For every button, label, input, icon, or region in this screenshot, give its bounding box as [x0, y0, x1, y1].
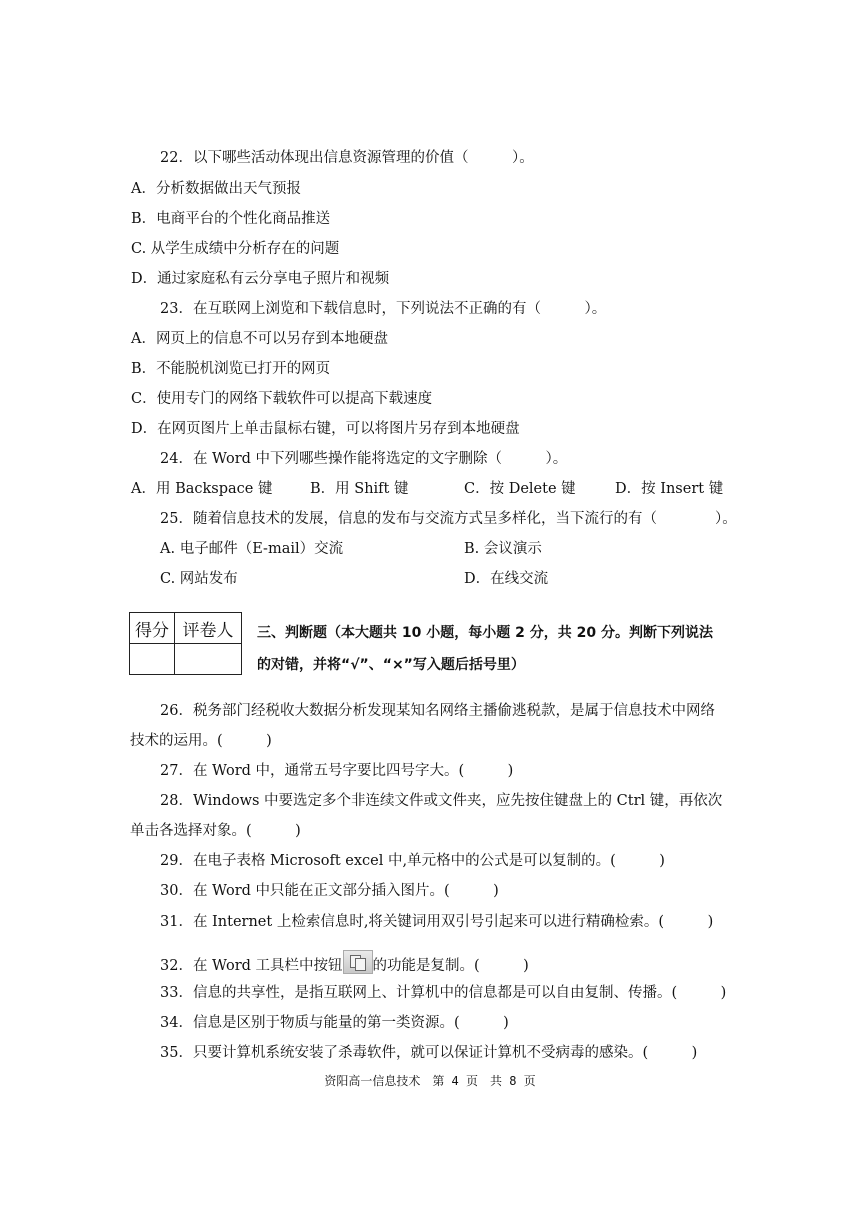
q23-stem: 23．在互联网上浏览和下载信息时，下列说法不正确的有（ ）。	[160, 301, 607, 317]
score-label: 得分	[130, 613, 175, 644]
q31: 31．在 Internet 上检索信息时,将关键词用双引号引起来可以进行精确检索。( )	[160, 914, 714, 930]
score-cell	[130, 644, 175, 675]
score-table	[129, 612, 242, 675]
q34: 34．信息是区别于物质与能量的第一类资源。( )	[160, 1015, 509, 1031]
page-footer: 资阳高一信息技术 第 4 页 共 8 页	[324, 1074, 536, 1088]
q25-stem: 25．随着信息技术的发展，信息的发布与交流方式呈多样化，当下流行的有（ ）。	[160, 511, 737, 527]
copy-icon	[343, 950, 373, 974]
q23-option-c: C．使用专门的网络下载软件可以提高下载速度	[131, 391, 433, 407]
q22-option-d: D．通过家庭私有云分享电子照片和视频	[131, 271, 390, 287]
q30: 30．在 Word 中只能在正文部分插入图片。( )	[160, 883, 499, 899]
reviewer-cell	[175, 644, 242, 675]
q24-option-d: D．按 Insert 键	[615, 481, 724, 497]
reviewer-label: 评卷人	[175, 613, 242, 644]
section-3-heading	[257, 617, 733, 681]
q24-option-b: B．用 Shift 键	[310, 481, 409, 497]
q35: 35．只要计算机系统安装了杀毒软件，就可以保证计算机不受病毒的感染。( )	[160, 1045, 698, 1061]
q26-line1: 26．税务部门经税收大数据分析发现某知名网络主播偷逃税款，是属于信息技术中网络	[160, 703, 715, 719]
q26-line2: 技术的运用。( )	[130, 733, 272, 749]
section-3-heading-line1: 三、判断题（本大题共 10 小题，每小题 2 分，共 20 分。判断下列说法	[257, 625, 713, 641]
q22-option-c: C. 从学生成绩中分析存在的问题	[131, 241, 340, 257]
q32-text-after: 的功能是复制。( )	[372, 958, 529, 974]
q23-option-a: A．网页上的信息不可以另存到本地硬盘	[131, 331, 388, 347]
q24-option-c: C．按 Delete 键	[464, 481, 576, 497]
q32-text-before: 32．在 Word 工具栏中按钮	[160, 958, 343, 974]
section-3-heading-line2: 的对错，并将“√”、“×”写入题后括号里）	[257, 657, 525, 673]
q28-line1: 28．Windows 中要选定多个非连续文件或文件夹，应先按住键盘上的 Ctrl 键，再依次	[160, 793, 723, 809]
q25-option-b: B. 会议演示	[464, 541, 542, 557]
q24-stem: 24．在 Word 中下列哪些操作能将选定的文字删除（ ）。	[160, 451, 568, 467]
q25-option-d: D．在线交流	[464, 571, 549, 587]
q25-option-c: C. 网站发布	[160, 571, 238, 587]
q29: 29．在电子表格 Microsoft excel 中,单元格中的公式是可以复制的。( )	[160, 853, 665, 869]
q24-option-a: A．用 Backspace 键	[131, 481, 273, 497]
q22-option-b: B．电商平台的个性化商品推送	[131, 211, 331, 227]
q23-option-b: B．不能脱机浏览已打开的网页	[131, 361, 331, 377]
q23-option-d: D．在网页图片上单击鼠标右键，可以将图片另存到本地硬盘	[131, 421, 520, 437]
q22-stem: 22．以下哪些活动体现出信息资源管理的价值（ ）。	[160, 150, 534, 166]
q25-option-a: A. 电子邮件（E-mail）交流	[160, 541, 344, 557]
q32	[160, 950, 529, 976]
q33: 33．信息的共享性，是指互联网上、计算机中的信息都是可以自由复制、传播。( )	[160, 985, 727, 1001]
q22-option-a: A．分析数据做出天气预报	[131, 181, 301, 197]
q28-line2: 单击各选择对象。( )	[130, 823, 301, 839]
q27: 27．在 Word 中，通常五号字要比四号字大。( )	[160, 763, 514, 779]
